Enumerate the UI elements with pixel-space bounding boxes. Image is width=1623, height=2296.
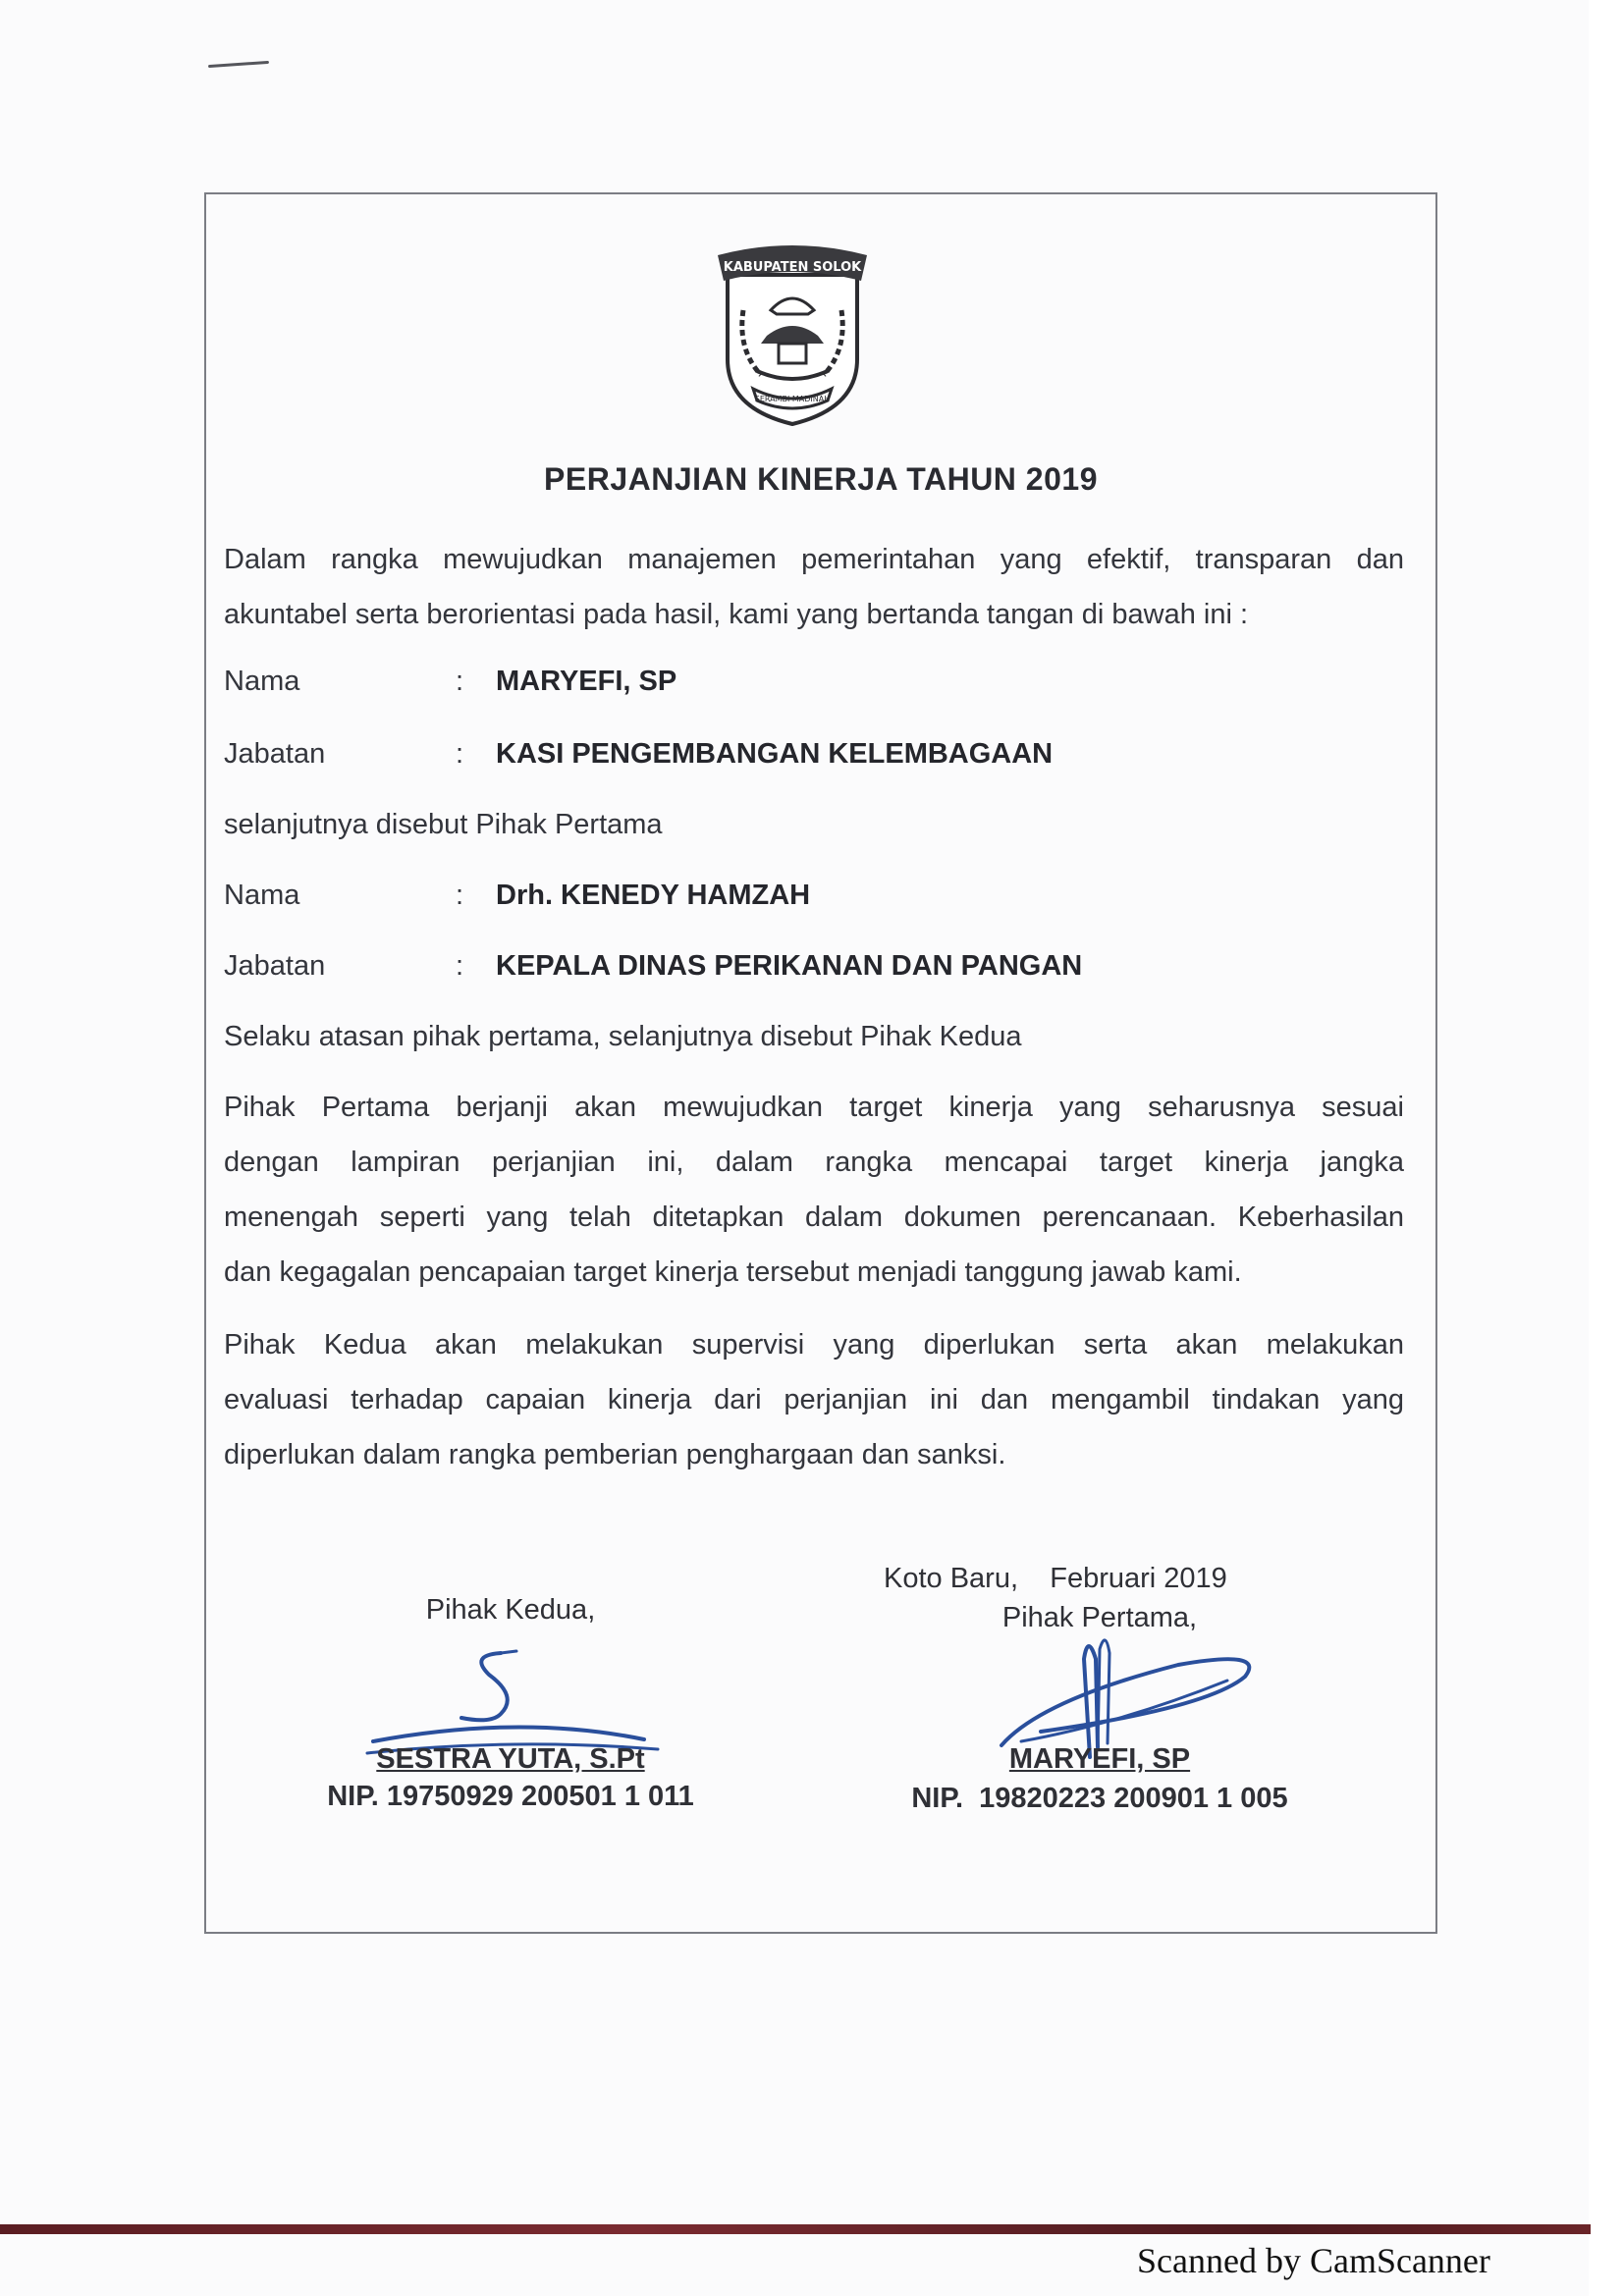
party2-name: Drh. KENEDY HAMZAH (496, 880, 811, 911)
paragraph-supervision (224, 1317, 1404, 1482)
place-date: Koto Baru, Februari 2019 (884, 1563, 1227, 1594)
field-colon: : (456, 950, 464, 982)
right-signatory-nip: NIP. 19820223 200901 1 005 (911, 1783, 1288, 1814)
intro-line-1: Dalam rangka mewujudkan manajemen pemerintahan yang efektif, transparan dan (224, 544, 1404, 575)
paragraph-line: menengah seperti yang telah ditetapkan dalam dokumen perencanaan. Keberhasilan (224, 1201, 1404, 1233)
kabupaten-solok-emblem (714, 241, 871, 428)
party2-position: KEPALA DINAS PERIKANAN DAN PANGAN (496, 950, 1083, 982)
paragraph-line: Pihak Pertama berjanji akan mewujudkan target kinerja yang seharusnya sesuai (224, 1092, 1404, 1123)
page-bottom-edge (0, 2224, 1591, 2234)
field-colon: : (456, 880, 464, 911)
party2-designation: Selaku atasan pihak pertama, selanjutnya disebut Pihak Kedua (224, 1021, 1022, 1052)
left-signatory-name: SESTRA YUTA, S.Pt (376, 1743, 645, 1775)
party1-designation: selanjutnya disebut Pihak Pertama (224, 809, 663, 840)
paragraph-line: evaluasi terhadap capaian kinerja dari perjanjian ini dan mengambil tindakan yang (224, 1384, 1404, 1415)
left-signatory-nip: NIP. 19750929 200501 1 011 (327, 1781, 694, 1812)
paragraph-line: diperlukan dalam rangka pemberian penghargaan dan sanksi. (224, 1439, 1006, 1470)
paragraph-line: dengan lampiran perjanjian ini, dalam rangka mencapai target kinerja jangka (224, 1147, 1404, 1178)
pen-mark (208, 61, 269, 68)
field-label: Jabatan (224, 950, 326, 982)
intro-line-2: akuntabel serta berorientasi pada hasil, kami yang bertanda tangan di bawah ini : (224, 599, 1249, 630)
right-signatory-name: MARYEFI, SP (1008, 1743, 1191, 1775)
party1-position: KASI PENGEMBANGAN KELEMBAGAAN (496, 738, 1054, 770)
scanner-watermark: Scanned by CamScanner (1137, 2241, 1490, 2280)
right-signatory-role: Pihak Pertama, (1001, 1602, 1198, 1633)
field-label: Nama (224, 880, 300, 911)
paragraph-line: dan kegagalan pencapaian target kinerja tersebut menjadi tanggung jawab kami. (224, 1256, 1242, 1288)
paper-edge (1589, 0, 1623, 2296)
field-colon: : (456, 738, 464, 770)
field-colon: : (456, 666, 464, 697)
left-signatory-role: Pihak Kedua, (425, 1594, 596, 1626)
intro-paragraph (224, 532, 1404, 642)
field-label: Jabatan (224, 738, 326, 770)
paragraph-line: Pihak Kedua akan melakukan supervisi yang diperlukan serta akan melakukan (224, 1329, 1404, 1361)
party1-name: MARYEFI, SP (496, 666, 677, 697)
paragraph-commitment (224, 1080, 1404, 1300)
field-label: Nama (224, 666, 300, 697)
emblem-motto-text: SERAMBI MADINAH (754, 395, 831, 403)
emblem-banner-text: KABUPATEN SOLOK (723, 260, 862, 275)
document-title: PERJANJIAN KINERJA TAHUN 2019 (544, 461, 1098, 497)
